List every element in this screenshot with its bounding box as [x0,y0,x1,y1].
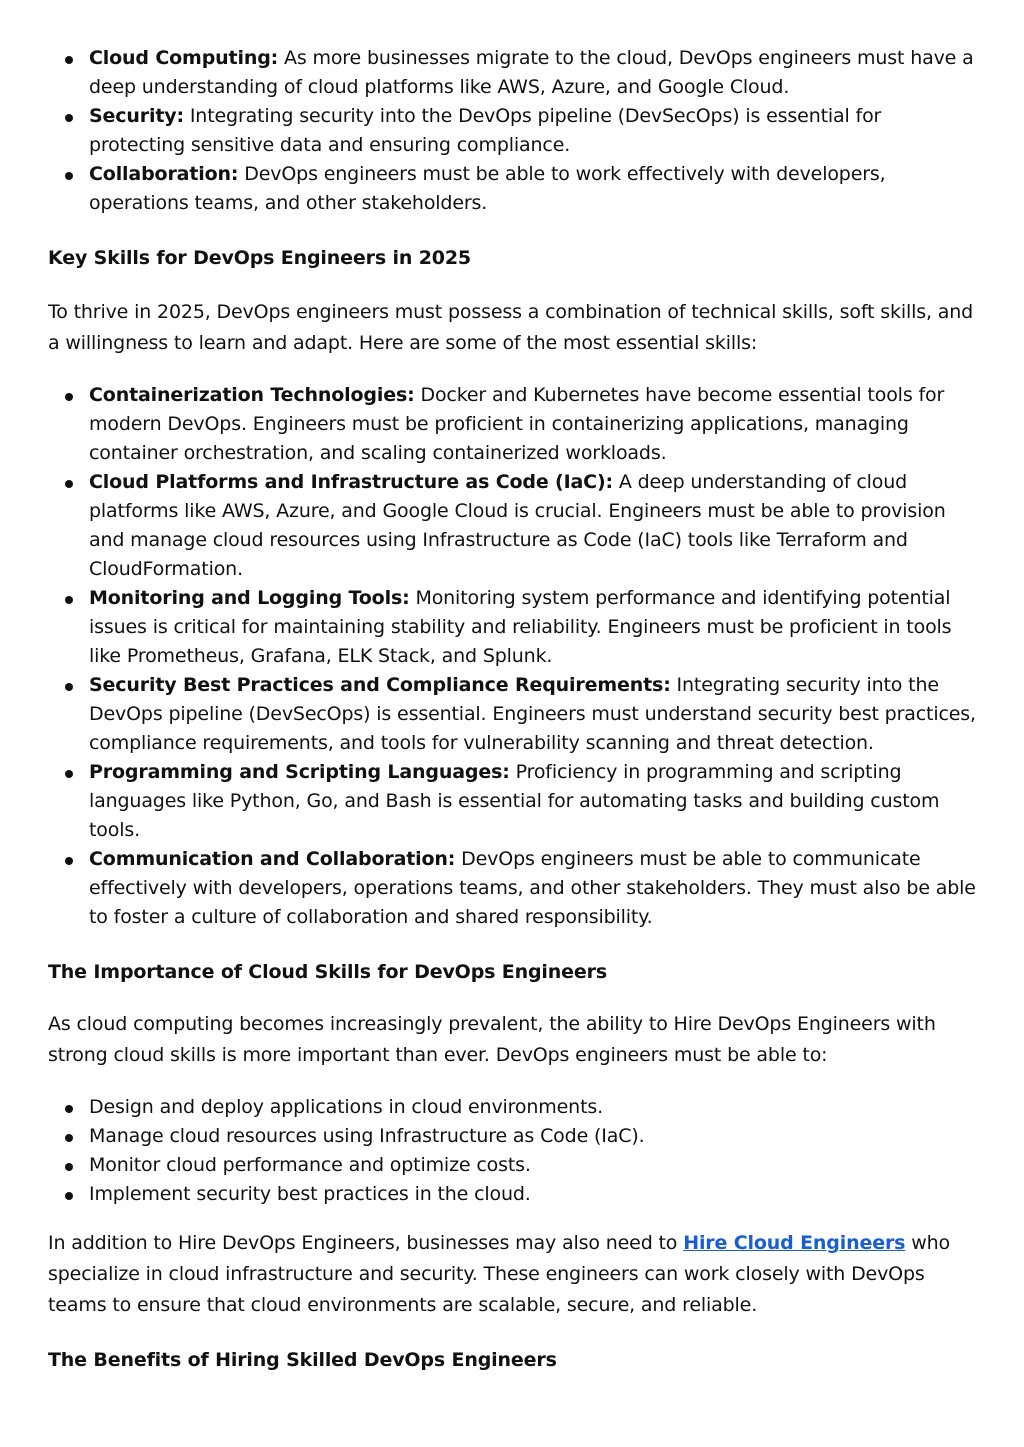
cloud-skills-heading: The Importance of Cloud Skills for DevOps Engineers [48,961,608,983]
paragraph-text-before: In addition to Hire DevOps Engineers, businesses may also need to [48,1232,684,1254]
list-item: Monitor cloud performance and optimize costs. [89,1151,978,1180]
paragraph-text-after: who specialize in cloud infrastructure and security. These engineers can work closely with DevOps teams to ensure that cloud environments are scalable, secure, and reliable. [48,1232,950,1316]
list-item [89,102,978,160]
list-item-term: Cloud Platforms and Infrastructure as Code (IaC): [89,471,613,493]
list-item: Design and deploy applications in cloud environments. [89,1093,978,1122]
key-skills-heading: Key Skills for DevOps Engineers in 2025 [48,247,471,269]
list-item: Manage cloud resources using Infrastructure as Code (IaC). [89,1122,978,1151]
list-item-term: Cloud Computing: [89,47,279,69]
cloud-engineers-paragraph [48,1228,978,1321]
list-item-term: Security Best Practices and Compliance Requirements: [89,674,671,696]
key-skills-bullet-list [48,381,978,932]
benefits-heading: The Benefits of Hiring Skilled DevOps Engineers [48,1349,557,1371]
list-item-term: Communication and Collaboration: [89,848,456,870]
list-item [89,468,978,584]
list-item [89,44,978,102]
list-item-term: Security: [89,105,184,127]
list-item-term: Programming and Scripting Languages: [89,761,510,783]
list-item-text: Docker and Kubernetes have become essential tools for modern DevOps. Engineers must be proficient in containerizing applications, managing container orchestration, and scaling containerized workloads. [89,384,945,464]
list-item-text: DevOps engineers must be able to work effectively with developers, operations teams, and other stakeholders. [89,163,886,214]
list-item [89,845,978,932]
list-item-text: A deep understanding of cloud platforms like AWS, Azure, and Google Cloud is crucial. Engineers must be able to provision and manage cloud resources using Infrastructure as Code (IaC) tools like Terraform and CloudFormation. [89,471,946,580]
document-page [48,44,978,1375]
cloud-skills-intro: As cloud computing becomes increasingly prevalent, the ability to Hire DevOps Engineers with strong cloud skills is more important than ever. DevOps engineers must be able to: [48,1013,936,1066]
key-skills-intro: To thrive in 2025, DevOps engineers must possess a combination of technical skills, soft skills, and a willingness to learn and adapt. Here are some of the most essential skills: [48,301,974,354]
list-item-term: Containerization Technologies: [89,384,415,406]
list-item [89,671,978,758]
hire-cloud-engineers-link[interactable]: Hire Cloud Engineers [683,1232,906,1254]
list-item-text: Monitoring system performance and identifying potential issues is critical for maintaining stability and reliability. Engineers must be proficient in tools like Prometheus, Grafana, ELK Stack, and Splunk. [89,587,952,667]
list-item [89,584,978,671]
list-item [89,160,978,218]
list-item [89,381,978,468]
list-item-text: Integrating security into the DevOps pipeline (DevSecOps) is essential. Engineers must understand security best practices, compliance requirements, and tools for vulnerability scanning and threat detection. [89,674,976,754]
list-item-term: Collaboration: [89,163,239,185]
intro-bullet-list [48,44,978,218]
list-item-text: DevOps engineers must be able to communicate effectively with developers, operations teams, and other stakeholders. They must also be able to foster a culture of collaboration and shared responsibility. [89,848,976,928]
list-item-text: As more businesses migrate to the cloud, DevOps engineers must have a deep understanding of cloud platforms like AWS, Azure, and Google Cloud. [89,47,974,98]
list-item: Implement security best practices in the cloud. [89,1180,978,1209]
list-item [89,758,978,845]
list-item-text: Integrating security into the DevOps pipeline (DevSecOps) is essential for protecting sensitive data and ensuring compliance. [89,105,882,156]
list-item-text: Proficiency in programming and scripting languages like Python, Go, and Bash is essential for automating tasks and building custom tools. [89,761,940,841]
cloud-skills-bullet-list [48,1093,978,1209]
list-item-term: Monitoring and Logging Tools: [89,587,410,609]
